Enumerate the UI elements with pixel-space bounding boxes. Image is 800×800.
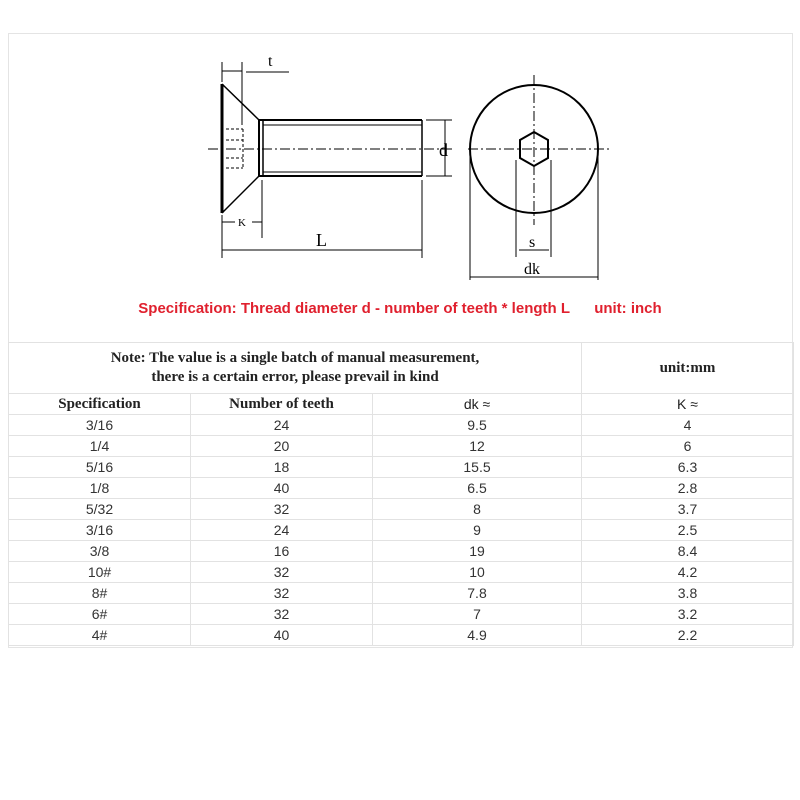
label-t: t [268, 53, 273, 70]
cell-specification: 3/8 [9, 541, 191, 562]
cell-dk: 9.5 [373, 415, 582, 436]
screw-diagram [0, 0, 800, 300]
cell-dk: 12 [373, 436, 582, 457]
label-k: K [238, 217, 246, 229]
cell-specification: 3/16 [9, 415, 191, 436]
header-specification: Specification [9, 394, 191, 415]
cell-dk: 7.8 [373, 583, 582, 604]
cell-k: 3.2 [582, 604, 794, 625]
header-teeth: Number of teeth [191, 394, 373, 415]
cell-dk: 7 [373, 604, 582, 625]
cell-specification: 10# [9, 562, 191, 583]
cell-dk: 6.5 [373, 478, 582, 499]
table-row [9, 415, 794, 436]
header-dk: dk ≈ [373, 394, 582, 415]
table-row [9, 541, 794, 562]
table-row [9, 583, 794, 604]
cell-teeth: 32 [191, 583, 373, 604]
cell-k: 3.8 [582, 583, 794, 604]
specification-caption [0, 300, 800, 317]
note-line-2: there is a certain error, please prevail in kind [151, 369, 439, 385]
cell-k: 6 [582, 436, 794, 457]
header-k: K ≈ [582, 394, 794, 415]
cell-specification: 5/16 [9, 457, 191, 478]
label-dk: dk [524, 261, 540, 278]
cell-k: 4 [582, 415, 794, 436]
table-row [9, 604, 794, 625]
cell-specification: 3/16 [9, 520, 191, 541]
cell-teeth: 20 [191, 436, 373, 457]
cell-teeth: 32 [191, 499, 373, 520]
cell-dk: 10 [373, 562, 582, 583]
table-row [9, 562, 794, 583]
table-row [9, 478, 794, 499]
cell-dk: 8 [373, 499, 582, 520]
cell-dk: 4.9 [373, 625, 582, 646]
label-d: d [439, 140, 448, 160]
cell-specification: 6# [9, 604, 191, 625]
cell-k: 4.2 [582, 562, 794, 583]
cell-teeth: 24 [191, 415, 373, 436]
cell-teeth: 32 [191, 604, 373, 625]
cell-dk: 15.5 [373, 457, 582, 478]
cell-k: 2.8 [582, 478, 794, 499]
cell-k: 3.7 [582, 499, 794, 520]
cell-teeth: 32 [191, 562, 373, 583]
cell-specification: 5/32 [9, 499, 191, 520]
cell-teeth: 40 [191, 478, 373, 499]
spec-table [8, 342, 794, 646]
specification-text: Specification: Thread diameter d - number of teeth * length L [138, 300, 571, 317]
cell-dk: 9 [373, 520, 582, 541]
specification-unit: unit: inch [594, 300, 662, 317]
table-note [9, 343, 582, 394]
label-s: s [529, 234, 536, 251]
cell-teeth: 16 [191, 541, 373, 562]
cell-teeth: 24 [191, 520, 373, 541]
table-row [9, 625, 794, 646]
cell-k: 2.2 [582, 625, 794, 646]
note-line-1: Note: The value is a single batch of manual measurement, [110, 350, 480, 366]
cell-k: 8.4 [582, 541, 794, 562]
table-row [9, 499, 794, 520]
cell-dk: 19 [373, 541, 582, 562]
cell-teeth: 18 [191, 457, 373, 478]
cell-specification: 1/8 [9, 478, 191, 499]
table-row [9, 457, 794, 478]
screw-top-view [468, 75, 610, 280]
table-row [9, 520, 794, 541]
label-l: L [316, 230, 327, 250]
cell-specification: 4# [9, 625, 191, 646]
cell-k: 2.5 [582, 520, 794, 541]
cell-teeth: 40 [191, 625, 373, 646]
table-unit: unit:mm [582, 343, 794, 394]
cell-specification: 1/4 [9, 436, 191, 457]
table-row [9, 436, 794, 457]
cell-k: 6.3 [582, 457, 794, 478]
cell-specification: 8# [9, 583, 191, 604]
